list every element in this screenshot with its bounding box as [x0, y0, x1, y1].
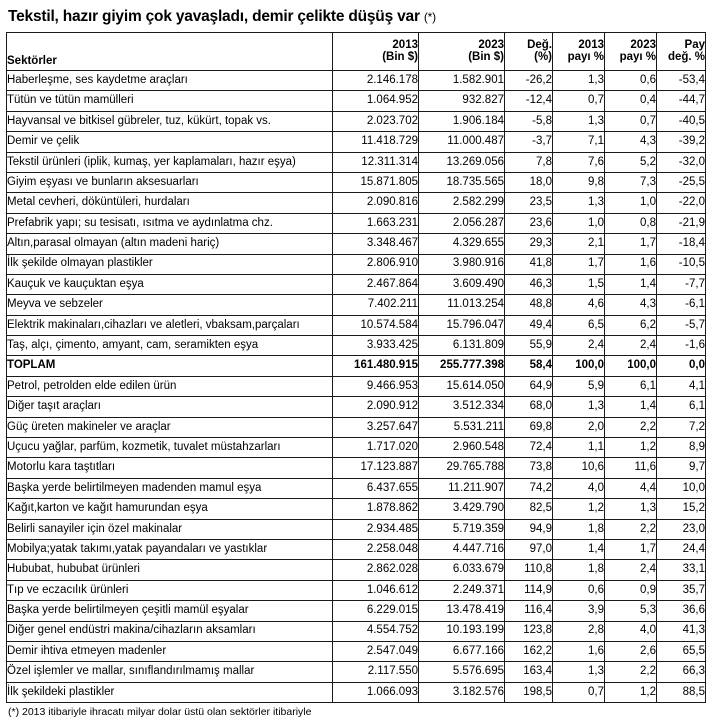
cell-share-2023: 0,7 — [605, 111, 657, 131]
cell-share-change: -25,5 — [657, 172, 706, 192]
cell-change: 73,8 — [505, 458, 553, 478]
cell-2013-value: 2.862.028 — [333, 560, 419, 580]
cell-2013-value: 1.066.093 — [333, 682, 419, 702]
cell-2013-value: 3.257.647 — [333, 417, 419, 437]
cell-sector: Kağıt,karton ve kağıt hamurundan eşya — [7, 499, 333, 519]
cell-sector: İlk şekildeki plastikler — [7, 682, 333, 702]
cell-2013-value: 11.418.729 — [333, 132, 419, 152]
table-row — [7, 458, 706, 478]
cell-change: 46,3 — [505, 274, 553, 294]
cell-share-change: 88,5 — [657, 682, 706, 702]
cell-share-2023: 6,2 — [605, 315, 657, 335]
table-row — [7, 71, 706, 91]
cell-2013-value: 1.663.231 — [333, 213, 419, 233]
cell-share-2023: 1,3 — [605, 499, 657, 519]
export-sectors-table — [6, 32, 706, 703]
cell-sector: Motorlu kara taştıtları — [7, 458, 333, 478]
page-title — [8, 8, 703, 26]
cell-share-2013: 4,6 — [553, 295, 605, 315]
column-header-2013-value — [333, 33, 419, 71]
table-row — [7, 234, 706, 254]
cell-sector: Diğer genel endüstri makina/cihazların aksamları — [7, 621, 333, 641]
cell-share-change: 33,1 — [657, 560, 706, 580]
table-row — [7, 193, 706, 213]
cell-2023-value: 11.211.907 — [419, 478, 505, 498]
cell-share-2013: 1,8 — [553, 560, 605, 580]
cell-change: 74,2 — [505, 478, 553, 498]
cell-2013-value: 2.023.702 — [333, 111, 419, 131]
table-row — [7, 601, 706, 621]
table-row — [7, 499, 706, 519]
cell-change: 48,8 — [505, 295, 553, 315]
table-row — [7, 376, 706, 396]
cell-2023-value: 3.182.576 — [419, 682, 505, 702]
cell-share-2013: 2,0 — [553, 417, 605, 437]
cell-share-2023: 0,6 — [605, 71, 657, 91]
cell-2023-value: 1.906.184 — [419, 111, 505, 131]
cell-change: 69,8 — [505, 417, 553, 437]
table-row — [7, 682, 706, 702]
table-row — [7, 213, 706, 233]
column-header-2013-value-line2: (Bin $) — [382, 50, 418, 63]
cell-share-2023: 2,6 — [605, 641, 657, 661]
cell-sector: Haberleşme, ses kaydetme araçları — [7, 71, 333, 91]
cell-change: 29,3 — [505, 234, 553, 254]
cell-share-2023: 1,6 — [605, 254, 657, 274]
cell-change: 163,4 — [505, 662, 553, 682]
cell-sector: Başka yerde belirtilmeyen çeşitli mamül eşyalar — [7, 601, 333, 621]
column-header-change — [505, 33, 553, 71]
cell-2013-value: 1.046.612 — [333, 580, 419, 600]
column-header-sector-line1: Sektörler — [7, 54, 57, 67]
cell-2023-value: 3.512.334 — [419, 397, 505, 417]
table-row — [7, 336, 706, 356]
cell-share-change: 41,3 — [657, 621, 706, 641]
cell-share-2023: 1,0 — [605, 193, 657, 213]
cell-change: 162,2 — [505, 641, 553, 661]
cell-sector: Belirli sanayiler için özel makinalar — [7, 519, 333, 539]
cell-2013-value: 3.933.425 — [333, 336, 419, 356]
footnote: (*) 2013 itibariyle ihracatı milyar dolar üstü olan sektörler itibariyle — [8, 706, 312, 718]
cell-sector: İlk şekilde olmayan plastikler — [7, 254, 333, 274]
cell-change: -5,8 — [505, 111, 553, 131]
table-row — [7, 172, 706, 192]
cell-2013-value: 12.311.314 — [333, 152, 419, 172]
cell-share-2023: 11,6 — [605, 458, 657, 478]
cell-2023-value: 255.777.398 — [419, 356, 505, 376]
cell-2013-value: 15.871.805 — [333, 172, 419, 192]
cell-change: -3,7 — [505, 132, 553, 152]
cell-2023-value: 13.269.056 — [419, 152, 505, 172]
cell-share-change: 10,0 — [657, 478, 706, 498]
cell-change: 68,0 — [505, 397, 553, 417]
cell-share-2013: 1,2 — [553, 499, 605, 519]
cell-change: 110,8 — [505, 560, 553, 580]
column-header-share-2013-line2: payı % — [567, 50, 604, 63]
cell-sector: Giyim eşyası ve bunların aksesuarları — [7, 172, 333, 192]
cell-sector: Mobilya;yatak takımı,yatak payandaları ve yastıklar — [7, 539, 333, 559]
column-header-2023-value — [419, 33, 505, 71]
cell-sector: Taş, alçı, çimento, amyant, cam, seramikten eşya — [7, 336, 333, 356]
cell-sector: Özel işlemler ve mallar, sınıflandırılmamış mallar — [7, 662, 333, 682]
cell-change: 23,6 — [505, 213, 553, 233]
cell-2023-value: 13.478.419 — [419, 601, 505, 621]
cell-sector: Metal cevheri, döküntüleri, hurdaları — [7, 193, 333, 213]
cell-2023-value: 6.677.166 — [419, 641, 505, 661]
cell-2013-value: 1.717.020 — [333, 438, 419, 458]
table-row — [7, 519, 706, 539]
cell-share-2023: 1,2 — [605, 682, 657, 702]
cell-share-2023: 2,2 — [605, 519, 657, 539]
cell-2023-value: 11.013.254 — [419, 295, 505, 315]
cell-2013-value: 10.574.584 — [333, 315, 419, 335]
cell-share-2013: 100,0 — [553, 356, 605, 376]
cell-2013-value: 3.348.467 — [333, 234, 419, 254]
column-header-change-line2: (%) — [534, 50, 552, 63]
cell-sector: Meyva ve sebzeler — [7, 295, 333, 315]
cell-share-2023: 1,7 — [605, 539, 657, 559]
cell-share-change: 65,5 — [657, 641, 706, 661]
column-header-share-2023-line1: 2023 — [630, 39, 656, 51]
table-row — [7, 356, 706, 376]
cell-share-2023: 4,4 — [605, 478, 657, 498]
column-header-sector — [7, 33, 333, 71]
table-row — [7, 152, 706, 172]
cell-2013-value: 161.480.915 — [333, 356, 419, 376]
cell-share-change: 35,7 — [657, 580, 706, 600]
cell-2023-value: 15.614.050 — [419, 376, 505, 396]
cell-share-change: -7,7 — [657, 274, 706, 294]
table-row — [7, 254, 706, 274]
cell-2023-value: 6.033.679 — [419, 560, 505, 580]
cell-change: 123,8 — [505, 621, 553, 641]
cell-share-2023: 5,3 — [605, 601, 657, 621]
column-header-change-line1: Değ. — [527, 39, 552, 51]
cell-sector: Elektrik makinaları,cihazları ve aletleri, vbaksam,parçaları — [7, 315, 333, 335]
cell-change: 18,0 — [505, 172, 553, 192]
table-header-row — [7, 33, 706, 71]
cell-2023-value: 3.609.490 — [419, 274, 505, 294]
cell-share-change: 66,3 — [657, 662, 706, 682]
cell-2023-value: 5.531.211 — [419, 417, 505, 437]
cell-share-change: -18,4 — [657, 234, 706, 254]
cell-share-2023: 2,4 — [605, 560, 657, 580]
table-header — [7, 33, 706, 71]
column-header-share-2013-line1: 2013 — [578, 39, 604, 51]
cell-2013-value: 17.123.887 — [333, 458, 419, 478]
column-header-2023-value-line2: (Bin $) — [468, 50, 504, 63]
cell-share-2023: 2,4 — [605, 336, 657, 356]
cell-share-2013: 0,6 — [553, 580, 605, 600]
cell-share-change: 9,7 — [657, 458, 706, 478]
cell-change: 82,5 — [505, 499, 553, 519]
column-header-share-2023 — [605, 33, 657, 71]
cell-sector: Petrol, petrolden elde edilen ürün — [7, 376, 333, 396]
cell-share-2023: 1,4 — [605, 397, 657, 417]
cell-share-2023: 4,3 — [605, 132, 657, 152]
cell-2023-value: 11.000.487 — [419, 132, 505, 152]
cell-share-2013: 2,1 — [553, 234, 605, 254]
cell-share-2023: 5,2 — [605, 152, 657, 172]
cell-share-2023: 4,3 — [605, 295, 657, 315]
cell-2013-value: 2.146.178 — [333, 71, 419, 91]
cell-2023-value: 29.765.788 — [419, 458, 505, 478]
cell-2013-value: 2.547.049 — [333, 641, 419, 661]
cell-2013-value: 6.229.015 — [333, 601, 419, 621]
cell-2023-value: 15.796.047 — [419, 315, 505, 335]
cell-share-2013: 1,4 — [553, 539, 605, 559]
cell-sector: Tütün ve tütün mamülleri — [7, 91, 333, 111]
cell-2023-value: 2.582.299 — [419, 193, 505, 213]
cell-share-2013: 2,4 — [553, 336, 605, 356]
cell-share-change: 8,9 — [657, 438, 706, 458]
cell-share-change: 4,1 — [657, 376, 706, 396]
table-row — [7, 560, 706, 580]
cell-share-2013: 0,7 — [553, 682, 605, 702]
cell-2023-value: 932.827 — [419, 91, 505, 111]
cell-sector: Hububat, hububat ürünleri — [7, 560, 333, 580]
cell-share-2013: 1,3 — [553, 397, 605, 417]
cell-share-change: 15,2 — [657, 499, 706, 519]
cell-sector: Uçucu yağlar, parfüm, kozmetik, tuvalet müstahzarları — [7, 438, 333, 458]
cell-2013-value: 1.878.862 — [333, 499, 419, 519]
cell-share-2023: 2,2 — [605, 417, 657, 437]
cell-share-change: -22,0 — [657, 193, 706, 213]
table-row — [7, 478, 706, 498]
cell-share-change: 0,0 — [657, 356, 706, 376]
cell-change: 72,4 — [505, 438, 553, 458]
cell-change: 198,5 — [505, 682, 553, 702]
table-row — [7, 111, 706, 131]
column-header-share-2023-line2: payı % — [619, 50, 656, 63]
cell-share-2013: 1,6 — [553, 641, 605, 661]
cell-share-change: 23,0 — [657, 519, 706, 539]
cell-share-change: -21,9 — [657, 213, 706, 233]
cell-change: 58,4 — [505, 356, 553, 376]
page-title-footnote-marker: (*) — [423, 10, 436, 24]
column-header-share-2013 — [553, 33, 605, 71]
cell-2023-value: 2.960.548 — [419, 438, 505, 458]
cell-change: 49,4 — [505, 315, 553, 335]
cell-change: 94,9 — [505, 519, 553, 539]
cell-share-2013: 7,6 — [553, 152, 605, 172]
cell-share-change: -44,7 — [657, 91, 706, 111]
cell-share-2013: 7,1 — [553, 132, 605, 152]
cell-change: 114,9 — [505, 580, 553, 600]
cell-share-2013: 2,8 — [553, 621, 605, 641]
cell-share-2013: 3,9 — [553, 601, 605, 621]
table-row — [7, 295, 706, 315]
cell-share-2023: 0,9 — [605, 580, 657, 600]
cell-share-2023: 4,0 — [605, 621, 657, 641]
cell-share-change: -5,7 — [657, 315, 706, 335]
table-row — [7, 132, 706, 152]
cell-2023-value: 1.582.901 — [419, 71, 505, 91]
cell-share-change: -1,6 — [657, 336, 706, 356]
cell-share-2023: 1,7 — [605, 234, 657, 254]
cell-change: 55,9 — [505, 336, 553, 356]
cell-2013-value: 2.806.910 — [333, 254, 419, 274]
cell-share-2023: 0,8 — [605, 213, 657, 233]
cell-share-change: -6,1 — [657, 295, 706, 315]
column-header-2023-value-line1: 2023 — [478, 39, 504, 51]
cell-sector: Başka yerde belirtilmeyen madenden mamul eşya — [7, 478, 333, 498]
cell-share-2013: 9,8 — [553, 172, 605, 192]
cell-share-change: -39,2 — [657, 132, 706, 152]
cell-change: 64,9 — [505, 376, 553, 396]
cell-share-change: 24,4 — [657, 539, 706, 559]
cell-share-2013: 1,3 — [553, 662, 605, 682]
cell-2023-value: 3.429.790 — [419, 499, 505, 519]
cell-share-2013: 1,7 — [553, 254, 605, 274]
cell-2023-value: 2.056.287 — [419, 213, 505, 233]
table-row — [7, 315, 706, 335]
cell-sector: TOPLAM — [7, 356, 333, 376]
cell-2023-value: 18.735.565 — [419, 172, 505, 192]
cell-2013-value: 2.090.912 — [333, 397, 419, 417]
cell-sector: Altın,parasal olmayan (altın madeni hariç) — [7, 234, 333, 254]
cell-2023-value: 3.980.916 — [419, 254, 505, 274]
column-header-2013-value-line1: 2013 — [392, 39, 418, 51]
table-row — [7, 438, 706, 458]
cell-sector: Kauçuk ve kauçuktan eşya — [7, 274, 333, 294]
table-row — [7, 641, 706, 661]
table-row — [7, 397, 706, 417]
column-header-share-change-line2: değ. % — [667, 50, 705, 63]
cell-2023-value: 6.131.809 — [419, 336, 505, 356]
cell-2013-value: 2.467.864 — [333, 274, 419, 294]
table-row — [7, 662, 706, 682]
cell-share-2023: 1,2 — [605, 438, 657, 458]
cell-2013-value: 7.402.211 — [333, 295, 419, 315]
cell-share-2013: 1,3 — [553, 193, 605, 213]
cell-share-2023: 0,4 — [605, 91, 657, 111]
cell-change: 41,8 — [505, 254, 553, 274]
cell-share-2013: 1,0 — [553, 213, 605, 233]
cell-share-2013: 1,3 — [553, 71, 605, 91]
cell-share-change: -10,5 — [657, 254, 706, 274]
cell-sector: Tekstil ürünleri (iplik, kumaş, yer kaplamaları, hazır eşya) — [7, 152, 333, 172]
cell-share-change: 36,6 — [657, 601, 706, 621]
column-header-share-change-line1: Pay — [684, 39, 705, 51]
cell-share-2023: 1,4 — [605, 274, 657, 294]
cell-sector: Demir ihtiva etmeyen madenler — [7, 641, 333, 661]
cell-share-2013: 6,5 — [553, 315, 605, 335]
cell-share-2013: 0,7 — [553, 91, 605, 111]
cell-2013-value: 9.466.953 — [333, 376, 419, 396]
cell-share-change: 6,1 — [657, 397, 706, 417]
cell-share-2013: 5,9 — [553, 376, 605, 396]
cell-share-2013: 1,1 — [553, 438, 605, 458]
table-row — [7, 417, 706, 437]
cell-2013-value: 6.437.655 — [333, 478, 419, 498]
cell-sector: Hayvansal ve bitkisel gübreler, tuz, kükürt, topak vs. — [7, 111, 333, 131]
cell-sector: Demir ve çelik — [7, 132, 333, 152]
cell-share-2013: 10,6 — [553, 458, 605, 478]
cell-share-2013: 4,0 — [553, 478, 605, 498]
cell-2023-value: 5.576.695 — [419, 662, 505, 682]
cell-2023-value: 4.329.655 — [419, 234, 505, 254]
cell-sector: Prefabrik yapı; su tesisatı, ısıtma ve aydınlatma chz. — [7, 213, 333, 233]
cell-change: 23,5 — [505, 193, 553, 213]
cell-2013-value: 2.934.485 — [333, 519, 419, 539]
table-body — [7, 71, 706, 703]
cell-2013-value: 4.554.752 — [333, 621, 419, 641]
column-header-share-change — [657, 33, 706, 71]
cell-2023-value: 5.719.359 — [419, 519, 505, 539]
cell-2013-value: 2.258.048 — [333, 539, 419, 559]
cell-2023-value: 10.193.199 — [419, 621, 505, 641]
cell-share-change: -32,0 — [657, 152, 706, 172]
table-row — [7, 274, 706, 294]
cell-share-2013: 1,5 — [553, 274, 605, 294]
cell-2023-value: 4.447.716 — [419, 539, 505, 559]
cell-sector: Diğer taşıt araçları — [7, 397, 333, 417]
cell-share-2023: 2,2 — [605, 662, 657, 682]
page-title-text: Tekstil, hazır giyim çok yavaşladı, demir çelikte düşüş var — [8, 8, 420, 25]
cell-change: 116,4 — [505, 601, 553, 621]
cell-share-change: -40,5 — [657, 111, 706, 131]
table-row — [7, 539, 706, 559]
cell-share-2023: 6,1 — [605, 376, 657, 396]
cell-change: -12,4 — [505, 91, 553, 111]
cell-change: -26,2 — [505, 71, 553, 91]
cell-change: 97,0 — [505, 539, 553, 559]
cell-2013-value: 1.064.952 — [333, 91, 419, 111]
cell-change: 7,8 — [505, 152, 553, 172]
cell-share-2013: 1,3 — [553, 111, 605, 131]
cell-2013-value: 2.117.550 — [333, 662, 419, 682]
cell-sector: Tıp ve eczacılık ürünleri — [7, 580, 333, 600]
table-row — [7, 580, 706, 600]
cell-share-2013: 1,8 — [553, 519, 605, 539]
cell-2013-value: 2.090.816 — [333, 193, 419, 213]
cell-2023-value: 2.249.371 — [419, 580, 505, 600]
cell-share-change: 7,2 — [657, 417, 706, 437]
cell-share-2023: 100,0 — [605, 356, 657, 376]
cell-share-change: -53,4 — [657, 71, 706, 91]
cell-share-2023: 7,3 — [605, 172, 657, 192]
cell-sector: Güç üreten makineler ve araçlar — [7, 417, 333, 437]
table-row — [7, 91, 706, 111]
table-row — [7, 621, 706, 641]
